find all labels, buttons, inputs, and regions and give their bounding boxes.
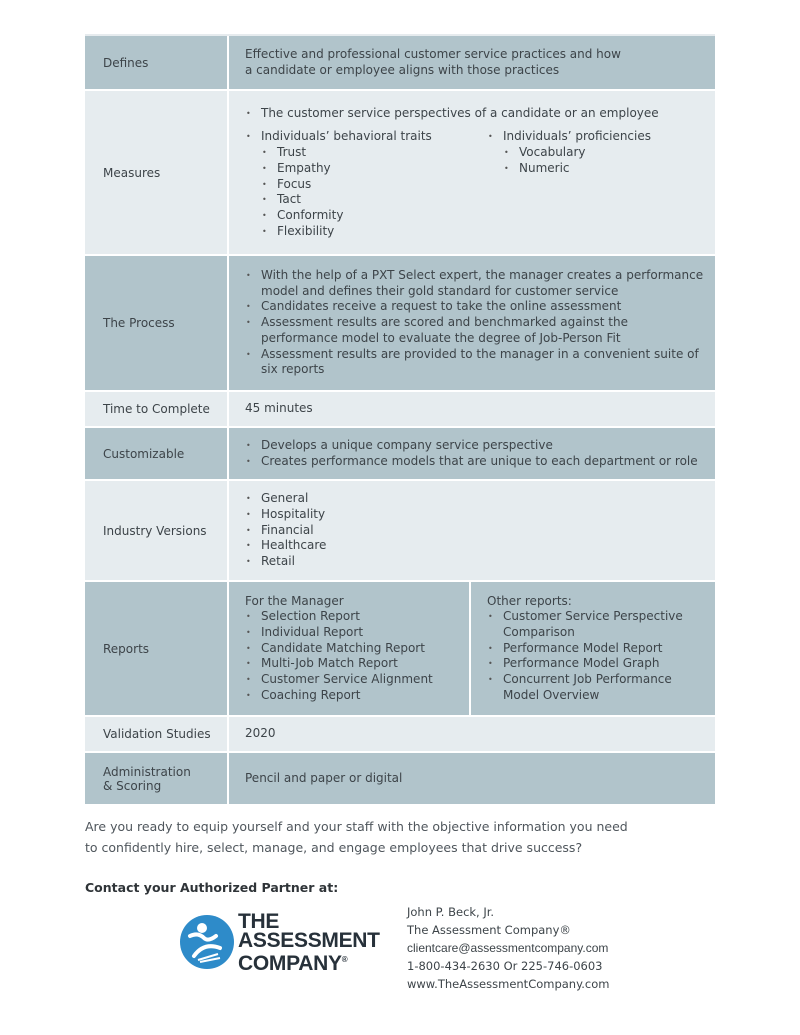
list-item: • Customer Service Perspective Comparison — [487, 609, 687, 640]
row-content — [229, 256, 721, 390]
reports-heading: Other reports: — [487, 593, 572, 608]
row-content — [229, 91, 715, 254]
row-label: Reports — [85, 582, 229, 715]
call-to-action: Are you ready to equip yourself and your staff with the objective information you need to confidently hire, select, manage, and engage employees that drive success? — [85, 819, 628, 855]
list-item: • Numeric — [503, 161, 651, 177]
row-validation — [85, 717, 715, 753]
list-item: • Multi-Job Match Report — [245, 656, 453, 672]
row-label: Industry Versions — [85, 481, 229, 580]
row-label: Defines — [85, 36, 229, 89]
list-item: • Healthcare — [245, 538, 699, 554]
list-item: • Tact — [261, 192, 487, 208]
list-item: • Develops a unique company service perspective — [245, 438, 699, 454]
row-label: The Process — [85, 256, 229, 390]
row-label: Validation Studies — [85, 717, 229, 751]
list-item: • Empathy — [261, 161, 487, 177]
text-line: a candidate or employee aligns with those practices — [245, 62, 560, 77]
list-item: • Candidates receive a request to take the online assessment — [245, 299, 705, 315]
contact-website-link[interactable]: www.TheAssessmentCompany.com — [407, 977, 610, 991]
row-label: Measures — [85, 91, 229, 254]
manager-reports — [229, 582, 471, 715]
row-content: 2020 — [245, 726, 276, 741]
contact-email-link[interactable]: clientcare@assessmentcompany.com — [407, 941, 609, 955]
row-customizable — [85, 428, 715, 481]
row-process — [85, 256, 715, 392]
list-item: • Candidate Matching Report — [245, 641, 453, 657]
list-item: • Assessment results are scored and benchmarked against the performance model to evaluate the degree of Job-Person Fit — [245, 315, 705, 346]
contact-phone: 1-800-434-2630 Or 225-746-0603 — [407, 959, 603, 973]
row-admin — [85, 753, 715, 804]
list-item: • Trust — [261, 145, 487, 161]
list-item: • Conformity — [261, 208, 487, 224]
row-reports — [85, 582, 715, 717]
row-industry — [85, 481, 715, 582]
row-measures — [85, 91, 715, 256]
product-details-table — [85, 34, 715, 804]
row-label: Customizable — [85, 428, 229, 479]
list-item: • Hospitality — [245, 507, 699, 523]
contact-name: John P. Beck, Jr. — [407, 905, 495, 919]
row-content: 45 minutes — [245, 401, 313, 416]
row-time — [85, 392, 715, 428]
list-item: • Vocabulary — [503, 145, 651, 161]
list-item: • Coaching Report — [245, 688, 453, 704]
list-item: • Creates performance models that are unique to each department or role — [245, 454, 699, 470]
reports-heading: For the Manager — [245, 593, 344, 608]
row-content: Pencil and paper or digital — [245, 770, 403, 785]
list-item: • Individual Report — [245, 625, 453, 641]
list-item: • Focus — [261, 177, 487, 193]
list-item: • Flexibility — [261, 224, 487, 240]
list-item: • Assessment results are provided to the manager in a convenient suite of six reports — [245, 347, 705, 378]
list-item: • The customer service perspectives of a candidate or an employee — [245, 106, 699, 122]
list-item: • Financial — [245, 523, 699, 539]
row-content — [229, 428, 715, 479]
contact-details — [407, 903, 609, 993]
list-item: • Individuals’ proficiencies • Vocabulary • Numeric — [487, 129, 651, 176]
row-content — [229, 36, 715, 89]
row-defines — [85, 36, 715, 91]
row-content — [229, 481, 715, 580]
contact-company: The Assessment Company® — [407, 923, 571, 937]
logo-wordmark: THE ASSESSMENT COMPANY® — [238, 910, 380, 975]
list-item: • Retail — [245, 554, 699, 570]
row-label: Time to Complete — [85, 392, 229, 426]
list-item: • Performance Model Report — [487, 641, 687, 657]
list-item: • Performance Model Graph — [487, 656, 687, 672]
text-line: Effective and professional customer service practices and how — [245, 46, 621, 61]
list-item: • Customer Service Alignment — [245, 672, 453, 688]
contact-heading: Contact your Authorized Partner at: — [85, 880, 339, 895]
other-reports — [471, 582, 715, 715]
row-label: Administration & Scoring — [85, 753, 229, 804]
list-item: • General — [245, 491, 699, 507]
list-item: • Selection Report — [245, 609, 453, 625]
list-item: • With the help of a PXT Select expert, the manager creates a performance model and defines their gold standard for customer service — [245, 268, 705, 299]
list-item: • Individuals’ behavioral traits • Trust • Empathy • Focus • Tact • Conformity • Flexibility — [245, 129, 487, 239]
list-item: • Concurrent Job Performance Model Overview — [487, 672, 687, 703]
